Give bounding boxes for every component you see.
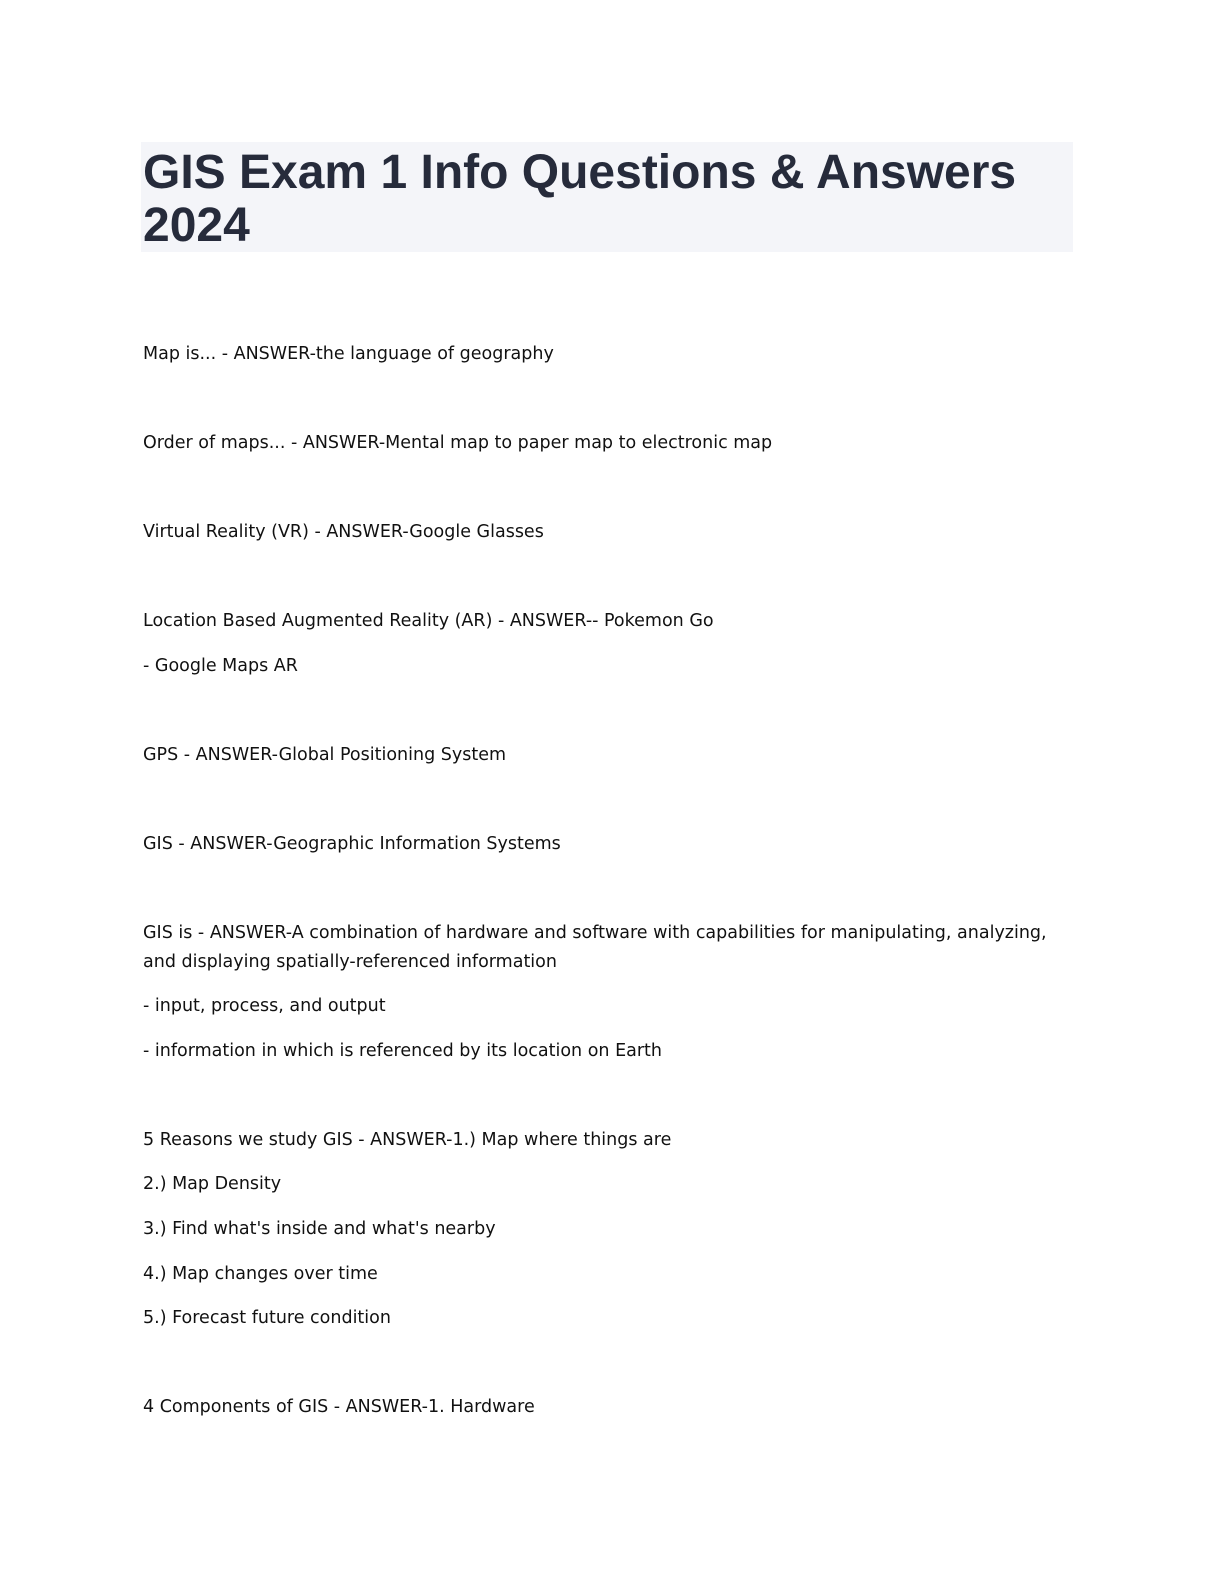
qa-line-virtual-reality: Virtual Reality (VR) - ANSWER-Google Glasses xyxy=(143,522,544,542)
qa-line-map-is: Map is... - ANSWER-the language of geography xyxy=(143,344,554,364)
qa-line-gis: GIS - ANSWER-Geographic Information Systems xyxy=(143,834,561,854)
qa-line-gis-is-bullet-1: - input, process, and output xyxy=(143,996,386,1016)
qa-line-order-of-maps: Order of maps... - ANSWER-Mental map to paper map to electronic map xyxy=(143,433,773,453)
qa-line-gps: GPS - ANSWER-Global Positioning System xyxy=(143,745,507,765)
qa-line-reasons-5: 5.) Forecast future condition xyxy=(143,1308,391,1328)
qa-line-gis-is: GIS is - ANSWER-A combination of hardware and software with capabilities for manipulating, analyzing, xyxy=(143,923,1047,943)
qa-line-reasons-3: 3.) Find what's inside and what's nearby xyxy=(143,1219,496,1239)
page-title-line-1: GIS Exam 1 Info Questions & Answers xyxy=(143,146,1017,199)
qa-line-gis-is-bullet-2: - information in which is referenced by its location on Earth xyxy=(143,1041,662,1061)
qa-line-reasons: 5 Reasons we study GIS - ANSWER-1.) Map where things are xyxy=(143,1130,672,1150)
page-title-line-2: 2024 xyxy=(143,199,250,252)
qa-line-augmented-reality-cont: - Google Maps AR xyxy=(143,656,298,676)
page-title xyxy=(141,142,1073,252)
qa-line-reasons-4: 4.) Map changes over time xyxy=(143,1264,378,1284)
qa-line-components: 4 Components of GIS - ANSWER-1. Hardware xyxy=(143,1397,535,1417)
qa-line-gis-is-cont: and displaying spatially-referenced information xyxy=(143,952,557,972)
qa-line-reasons-2: 2.) Map Density xyxy=(143,1174,282,1194)
qa-line-augmented-reality: Location Based Augmented Reality (AR) - ANSWER-- Pokemon Go xyxy=(143,611,714,631)
